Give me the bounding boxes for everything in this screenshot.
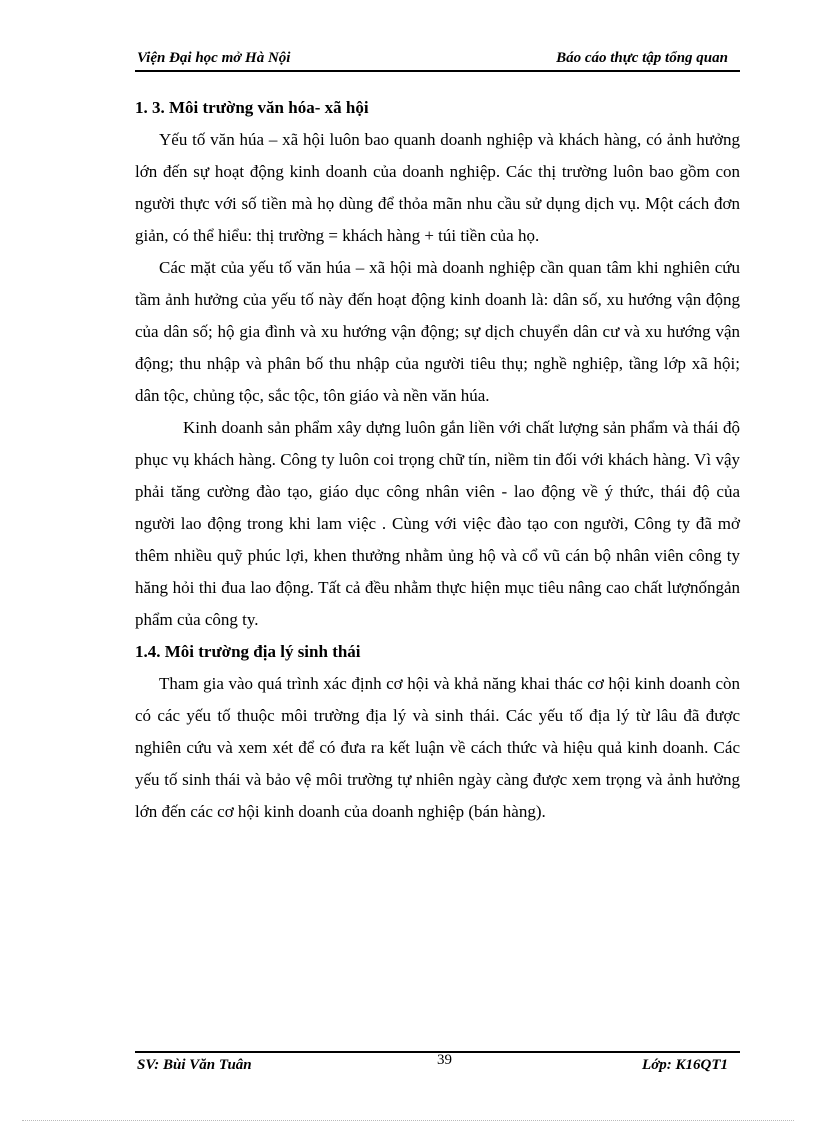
footer-class: Lớp: K16QT1 xyxy=(642,1057,728,1073)
header-report-title: Báo cáo thực tập tổng quan xyxy=(556,50,728,66)
section-heading-geo-ecological: 1.4. Môi trường địa lý sinh thái xyxy=(135,642,361,661)
page-number: 39 xyxy=(437,1052,452,1068)
paragraph: Các mặt của yếu tố văn húa – xã hội mà doanh nghiệp cần quan tâm khi nghiên cứu tầm ảnh hưởng của yếu tố này đến hoạt động kinh doanh là: dân số, xu hướng vận động của dân số; hộ gia đình và xu hướng vận động; sự dịch chuyển dân cư và xu hướng vận động; thu nhập và phân bố thu nhập của người tiêu thụ; nghề nghiệp, tầng lớp xã hội; dân tộc, chủng tộc, sắc tộc, tôn giáo và nền văn húa. xyxy=(135,258,740,405)
page-header xyxy=(135,48,740,72)
paragraph: Tham gia vào quá trình xác định cơ hội và khả năng khai thác cơ hội kinh doanh còn có các yếu tố thuộc môi trường địa lý và sinh thái. Các yếu tố địa lý từ lâu đã được nghiên cứu và xem xét để có đưa ra kết luận về cách thức và hiệu quả kinh doanh. Các yếu tố sinh thái và bảo vệ môi trường tự nhiên ngày càng được xem trọng và ảnh hưởng lớn đến các cơ hội kinh doanh của doanh nghiệp (bán hàng). xyxy=(135,674,740,821)
page-bottom-divider xyxy=(22,1120,794,1121)
paragraph: Yếu tố văn húa – xã hội luôn bao quanh doanh nghiệp và khách hàng, có ảnh hưởng lớn đến sự hoạt động kinh doanh của doanh nghiệp. Các thị trường luôn bao gồm con người thực với số tiền mà họ dùng để thỏa mãn nhu cầu sử dụng dịch vụ. Một cách đơn giản, có thể hiểu: thị trường = khách hàng + túi tiền của họ. xyxy=(135,130,740,245)
page-content xyxy=(135,92,740,828)
footer-student-name: SV: Bùi Văn Tuân xyxy=(137,1057,252,1073)
paragraph: Kinh doanh sản phẩm xây dựng luôn gắn liền với chất lượng sản phẩm và thái độ phục vụ khách hàng. Công ty luôn coi trọng chữ tín, niềm tin đối với khách hàng. Vì vậy phải tăng cường đào tạo, giáo dục công nhân viên - lao động về ý thức, thái độ của người lao động trong khi lam việc . Cùng với việc đào tạo con người, Công ty đã mở thêm nhiều quỹ phúc lợi, khen thưởng nhằm ủng hộ và cổ vũ cán bộ nhân viên công ty hăng hỏi thi đua lao động. Tất cả đều nhằm thực hiện mục tiêu nâng cao chất lượnốngản phẩm của công ty. xyxy=(135,418,740,629)
header-institution: Viện Đại học mở Hà Nội xyxy=(137,50,291,66)
section-heading-cultural-social: 1. 3. Môi trường văn hóa- xã hội xyxy=(135,98,369,117)
page-footer xyxy=(135,1051,740,1079)
